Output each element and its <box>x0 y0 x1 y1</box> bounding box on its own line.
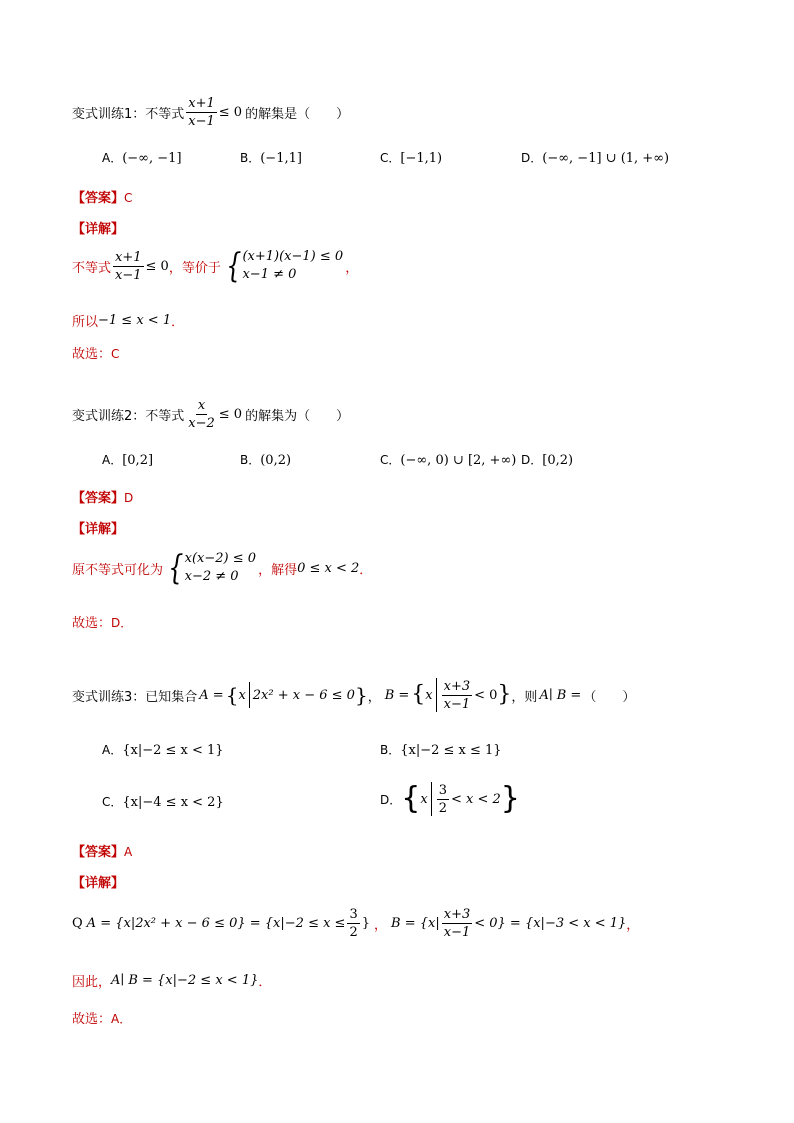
detail-system <box>223 248 343 284</box>
problem2-option-d <box>521 451 573 468</box>
problem3-stem-prefix: 变式训练3：已知集合 <box>72 689 198 705</box>
option-value: (0,2) <box>260 453 292 468</box>
answer-tag: 【答案】 <box>72 491 125 506</box>
detail-q: Q <box>72 916 83 931</box>
therefore-math: A∣ B = {x|−2 ≤ x < 1} <box>111 973 259 988</box>
option-cond: < x < 2 <box>450 791 501 807</box>
detail-frac-num: x+1 <box>115 249 142 265</box>
option-label: B． <box>240 453 261 467</box>
detail-system <box>165 550 256 586</box>
problem1-detail-tag <box>72 218 124 237</box>
option-label: B． <box>240 151 261 165</box>
problem3-option-b <box>380 741 502 758</box>
conclusion-prefix: 所以 <box>72 315 99 330</box>
set-b-fraction <box>442 679 473 712</box>
option-label: A． <box>102 743 123 757</box>
option-value: (−∞, 0) ∪ [2, +∞) <box>400 453 517 468</box>
detail-end: ， <box>626 918 640 933</box>
problem1-option-c <box>380 149 442 166</box>
problem2-ineq: ≤ 0 <box>218 407 243 422</box>
detail-b-frac-num: x+3 <box>443 907 471 922</box>
detail-set-b-pre: B = {x| <box>391 916 440 931</box>
detail-set-a: A = {x|2x² + x − 6 ≤ 0} = {x|−2 ≤ x ≤ <box>86 916 346 931</box>
left-brace: { <box>168 548 184 588</box>
option-label: C． <box>102 795 123 809</box>
problem2-option-b <box>240 451 291 468</box>
set-a-var: x <box>238 687 246 703</box>
detail-fraction <box>113 250 144 283</box>
problem3-detail <box>72 907 639 940</box>
option-label: D． <box>521 151 543 165</box>
problem3-stem-suffix: （ ） <box>583 689 636 705</box>
problem1-frac-num: x+1 <box>188 96 215 111</box>
choose-value: A． <box>111 1012 132 1026</box>
detail-a-fraction <box>347 907 359 940</box>
problem3-option-c <box>102 793 224 810</box>
detail-mid: ，等价于 <box>168 260 221 276</box>
problem2-stem-prefix: 变式训练2：不等式 <box>72 409 185 424</box>
problem1-frac-den: x−1 <box>188 114 215 129</box>
option-value: {x|−2 ≤ x < 1} <box>122 743 224 758</box>
problem1-stem <box>72 96 349 129</box>
answer-tag: 【答案】 <box>72 845 125 860</box>
problem3-option-d: D． { x $\frac{3}{2}$ < x < 2 } <box>380 781 520 816</box>
set-a-cond: 2x² + x − 6 ≤ 0 <box>252 687 355 703</box>
choose-value: D． <box>111 616 133 630</box>
detail-mid: ，解得 <box>258 562 298 578</box>
system-row-2: x−1 ≠ 0 <box>242 267 297 282</box>
option-value: (−1,1] <box>260 151 302 166</box>
problem3-choose <box>72 1008 131 1027</box>
problem2-fraction <box>186 398 217 431</box>
option-label: A． <box>102 151 123 165</box>
problem1-option-d <box>521 149 669 166</box>
set-b-var: x <box>425 687 433 703</box>
detail-result: 0 ≤ x < 2 <box>297 560 360 576</box>
option-value: {x|−2 ≤ x ≤ 1} <box>400 743 502 758</box>
problem2-stem-suffix: 的解集为（ ） <box>245 409 350 424</box>
set-b-lhs: B = <box>384 687 410 703</box>
choose-prefix: 故选： <box>72 347 112 362</box>
detail-tag: 【详解】 <box>72 876 125 891</box>
option-value: [0,2] <box>122 453 154 468</box>
option-frac-num: 3 <box>438 782 447 798</box>
option-label: D． <box>380 792 402 807</box>
detail-frac-den: x−1 <box>115 267 142 283</box>
system-row-1: (x+1)(x−1) ≤ 0 <box>242 249 344 264</box>
detail-ineq: ≤ 0 <box>145 258 169 274</box>
problem3-option-a <box>102 741 224 758</box>
problem1-choose <box>72 343 119 362</box>
therefore-end: ． <box>258 975 272 990</box>
problem1-fraction <box>186 96 217 129</box>
problem1-stem-prefix: 变式训练1：不等式 <box>72 107 185 122</box>
problem1-ineq: ≤ 0 <box>218 105 243 120</box>
option-fraction <box>437 783 449 816</box>
answer-value: D <box>124 491 134 505</box>
problem3-therefore <box>72 971 271 990</box>
option-value: (−∞, −1] ∪ (1, +∞) <box>542 151 670 166</box>
detail-a-frac-den: 2 <box>349 925 358 940</box>
detail-a-close: } <box>361 916 371 931</box>
problem2-detail <box>72 550 372 586</box>
option-frac-den: 2 <box>438 800 447 816</box>
problem2-option-a <box>102 451 153 468</box>
therefore-prefix: 因此， <box>72 975 112 990</box>
detail-sep: ， <box>374 918 388 933</box>
option-value: [−1,1) <box>400 151 443 166</box>
option-label: C． <box>380 151 401 165</box>
problem2-option-c <box>380 451 516 468</box>
detail-prefix: 不等式 <box>72 260 112 276</box>
conclusion-math: −1 ≤ x < 1 <box>98 313 172 328</box>
problem3-answer <box>72 841 132 860</box>
option-value: {x|−4 ≤ x < 2} <box>122 795 224 810</box>
detail-tag: 【详解】 <box>72 522 125 537</box>
problem3-stem: 变式训练3：已知集合 A = { x 2x² + x − 6 ≤ 0 } ， B = { x $\frac{x+3}{x-1}$ < 0 } ，则 A∣ B = （ ） <box>72 678 636 712</box>
set-b-frac-num: x+3 <box>443 678 471 694</box>
detail-set-b-post: < 0} = {x|−3 < x < 1} <box>474 916 627 931</box>
left-brace: { <box>226 246 242 286</box>
problem2-answer <box>72 487 133 506</box>
option-label: A． <box>102 453 123 467</box>
problem1-stem-suffix: 的解集是（ ） <box>245 107 350 122</box>
detail-b-frac-den: x−1 <box>443 925 471 940</box>
answer-value: C <box>124 191 133 205</box>
problem1-answer <box>72 187 132 206</box>
answer-value: A <box>124 845 133 859</box>
problem1-option-b <box>240 149 302 166</box>
conclusion-end: ． <box>171 315 185 330</box>
detail-end: ． <box>359 562 373 578</box>
system-row-2: x−2 ≠ 0 <box>184 569 239 584</box>
system-row-1: x(x−2) ≤ 0 <box>184 551 257 566</box>
set-a-lhs: A = <box>199 687 224 703</box>
choose-prefix: 故选： <box>72 616 112 631</box>
option-label: D． <box>521 453 543 467</box>
detail-prefix: 原不等式可化为 <box>72 562 164 578</box>
option-label: B． <box>380 743 401 757</box>
problem2-stem <box>72 398 349 431</box>
problem1-conclusion <box>72 311 184 330</box>
detail-tag: 【详解】 <box>72 222 125 237</box>
detail-b-fraction <box>442 907 473 940</box>
option-var: x <box>420 791 428 807</box>
stem-tail-math: A∣ B = <box>539 687 582 703</box>
problem3-detail-tag <box>72 872 124 891</box>
problem1-option-a <box>102 149 182 166</box>
option-value: [0,2) <box>542 453 574 468</box>
option-label: C． <box>380 453 401 467</box>
stem-tail: ，则 <box>511 689 538 705</box>
choose-value: C <box>111 347 120 361</box>
stem-sep: ， <box>367 689 381 705</box>
set-b-cond: < 0 <box>474 687 498 703</box>
problem2-frac-den: x−2 <box>188 416 215 431</box>
problem1-detail <box>72 248 358 284</box>
choose-prefix: 故选： <box>72 1012 112 1027</box>
problem2-detail-tag <box>72 518 124 537</box>
detail-a-frac-num: 3 <box>349 907 358 922</box>
problem2-choose <box>72 612 132 631</box>
option-value: (−∞, −1] <box>122 151 182 166</box>
problem2-frac-num: x <box>197 398 206 413</box>
set-b-frac-den: x−1 <box>443 696 471 712</box>
answer-tag: 【答案】 <box>72 191 125 206</box>
detail-end: ， <box>345 260 359 276</box>
